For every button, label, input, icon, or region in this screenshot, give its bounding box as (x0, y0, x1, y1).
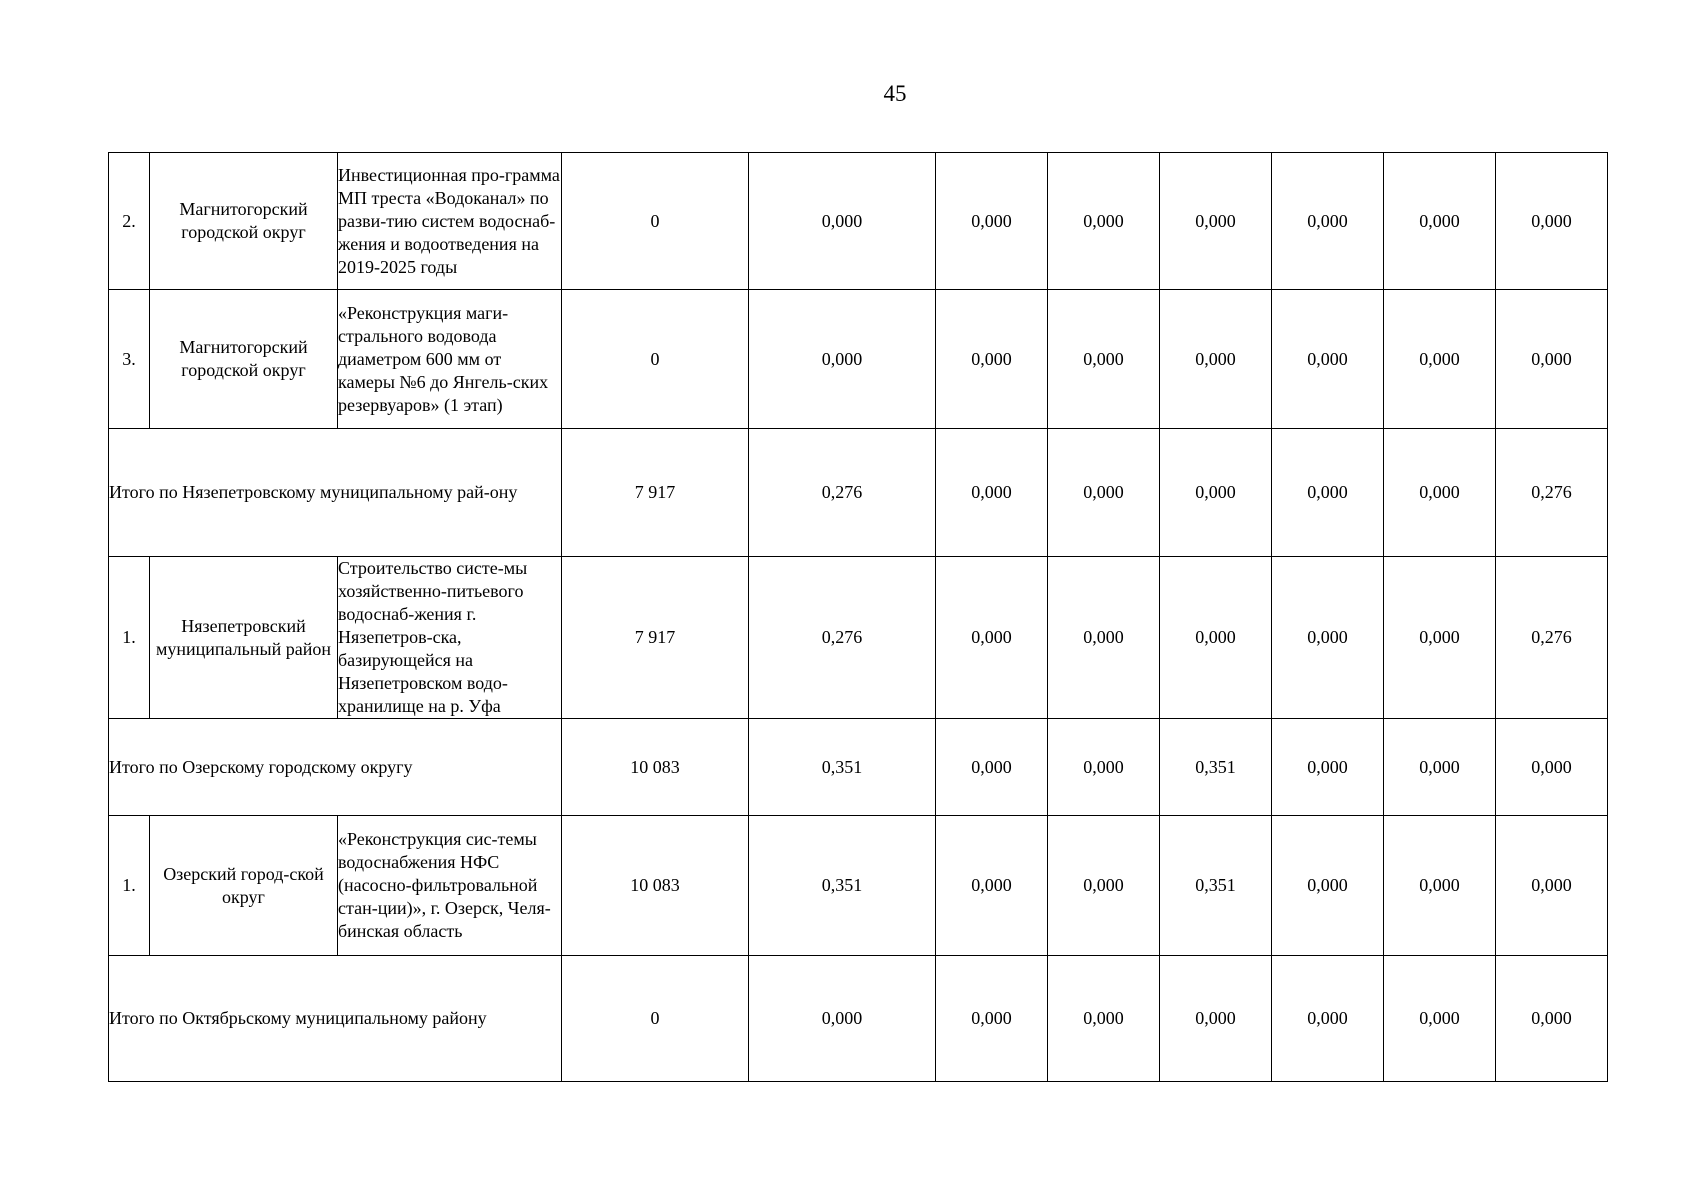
value-cell: 0,000 (1272, 557, 1384, 719)
table-body (109, 153, 1608, 1082)
row-number: 1. (109, 557, 150, 719)
value-cell: 0,000 (1272, 956, 1384, 1082)
value-cell: 0,000 (1160, 429, 1272, 557)
municipality-cell: Озерский город-ской округ (150, 816, 338, 956)
value-cell: 0,000 (936, 816, 1048, 956)
value-cell: 0,000 (936, 719, 1048, 816)
municipality-cell: Нязепетровский муниципальный район (150, 557, 338, 719)
value-cell: 0,000 (1496, 290, 1608, 429)
value-cell: 0,000 (749, 153, 936, 290)
value-cell: 0,000 (1048, 153, 1160, 290)
value-cell: 0,000 (936, 429, 1048, 557)
value-cell: 0,000 (749, 956, 936, 1082)
project-description: «Реконструкция маги-стрального водовода диаметром 600 мм от камеры №6 до Янгель-ских резервуаров» (1 этап) (338, 290, 562, 429)
value-cell: 0 (562, 290, 749, 429)
row-number: 1. (109, 816, 150, 956)
row-number: 2. (109, 153, 150, 290)
value-cell: 0,276 (1496, 429, 1608, 557)
value-cell: 0,351 (749, 816, 936, 956)
value-cell: 0,000 (1496, 153, 1608, 290)
value-cell: 0,000 (1048, 719, 1160, 816)
page-number: 45 (883, 81, 907, 106)
value-cell: 7 917 (562, 429, 749, 557)
subtotal-label: Итого по Нязепетровскому муниципальному рай-ону (109, 429, 562, 557)
value-cell: 0,000 (1272, 816, 1384, 956)
value-cell: 0,000 (1496, 816, 1608, 956)
value-cell: 0,000 (1384, 719, 1496, 816)
value-cell: 0,000 (1384, 956, 1496, 1082)
municipality-cell: Магнитогорский городской округ (150, 153, 338, 290)
value-cell: 0,276 (749, 429, 936, 557)
value-cell: 0,000 (1384, 290, 1496, 429)
subtotal-row (109, 956, 1608, 1082)
value-cell: 0,000 (1384, 429, 1496, 557)
value-cell: 0,000 (1048, 290, 1160, 429)
value-cell: 0,351 (1160, 719, 1272, 816)
value-cell: 0,000 (1048, 429, 1160, 557)
value-cell: 0,000 (1160, 557, 1272, 719)
value-cell: 0,000 (749, 290, 936, 429)
value-cell: 0,000 (936, 153, 1048, 290)
table-row (109, 816, 1608, 956)
project-description: Строительство систе-мы хозяйственно-питьевого водоснаб-жения г. Нязепетров-ска, базирующейся на Нязепетровском водо-хранилище на р. Уфа (338, 557, 562, 719)
project-description: «Реконструкция сис-темы водоснабжения НФС (насосно-фильтровальной стан-ции)», г. Озерск, Челя-бинская область (338, 816, 562, 956)
value-cell: 0,000 (936, 290, 1048, 429)
value-cell: 0,000 (1160, 153, 1272, 290)
value-cell: 0,000 (1384, 816, 1496, 956)
subtotal-row (109, 719, 1608, 816)
value-cell: 0,000 (936, 557, 1048, 719)
value-cell: 0,351 (749, 719, 936, 816)
table-row (109, 153, 1608, 290)
row-number: 3. (109, 290, 150, 429)
value-cell: 0,000 (1272, 719, 1384, 816)
value-cell: 10 083 (562, 816, 749, 956)
municipality-cell: Магнитогорский городской округ (150, 290, 338, 429)
value-cell: 10 083 (562, 719, 749, 816)
value-cell: 0,000 (1272, 290, 1384, 429)
value-cell: 0 (562, 956, 749, 1082)
value-cell: 0,000 (1496, 956, 1608, 1082)
value-cell: 0,000 (1160, 290, 1272, 429)
value-cell: 0,000 (1384, 153, 1496, 290)
project-description: Инвестиционная про-грамма МП треста «Водоканал» по разви-тию систем водоснаб-жения и водоотведения на 2019-2025 годы (338, 153, 562, 290)
value-cell: 0,351 (1160, 816, 1272, 956)
budget-table (108, 152, 1608, 1082)
table-row (109, 557, 1608, 719)
value-cell: 0,000 (1272, 153, 1384, 290)
value-cell: 0,000 (1048, 557, 1160, 719)
value-cell: 0,000 (1160, 956, 1272, 1082)
value-cell: 0,000 (1384, 557, 1496, 719)
table-row (109, 290, 1608, 429)
value-cell: 0,000 (1048, 816, 1160, 956)
subtotal-label: Итого по Октябрьскому муниципальному району (109, 956, 562, 1082)
value-cell: 0,000 (936, 956, 1048, 1082)
value-cell: 0,000 (1496, 719, 1608, 816)
value-cell: 7 917 (562, 557, 749, 719)
subtotal-row (109, 429, 1608, 557)
value-cell: 0,276 (1496, 557, 1608, 719)
subtotal-label: Итого по Озерскому городскому округу (109, 719, 562, 816)
value-cell: 0,276 (749, 557, 936, 719)
value-cell: 0,000 (1048, 956, 1160, 1082)
value-cell: 0,000 (1272, 429, 1384, 557)
value-cell: 0 (562, 153, 749, 290)
